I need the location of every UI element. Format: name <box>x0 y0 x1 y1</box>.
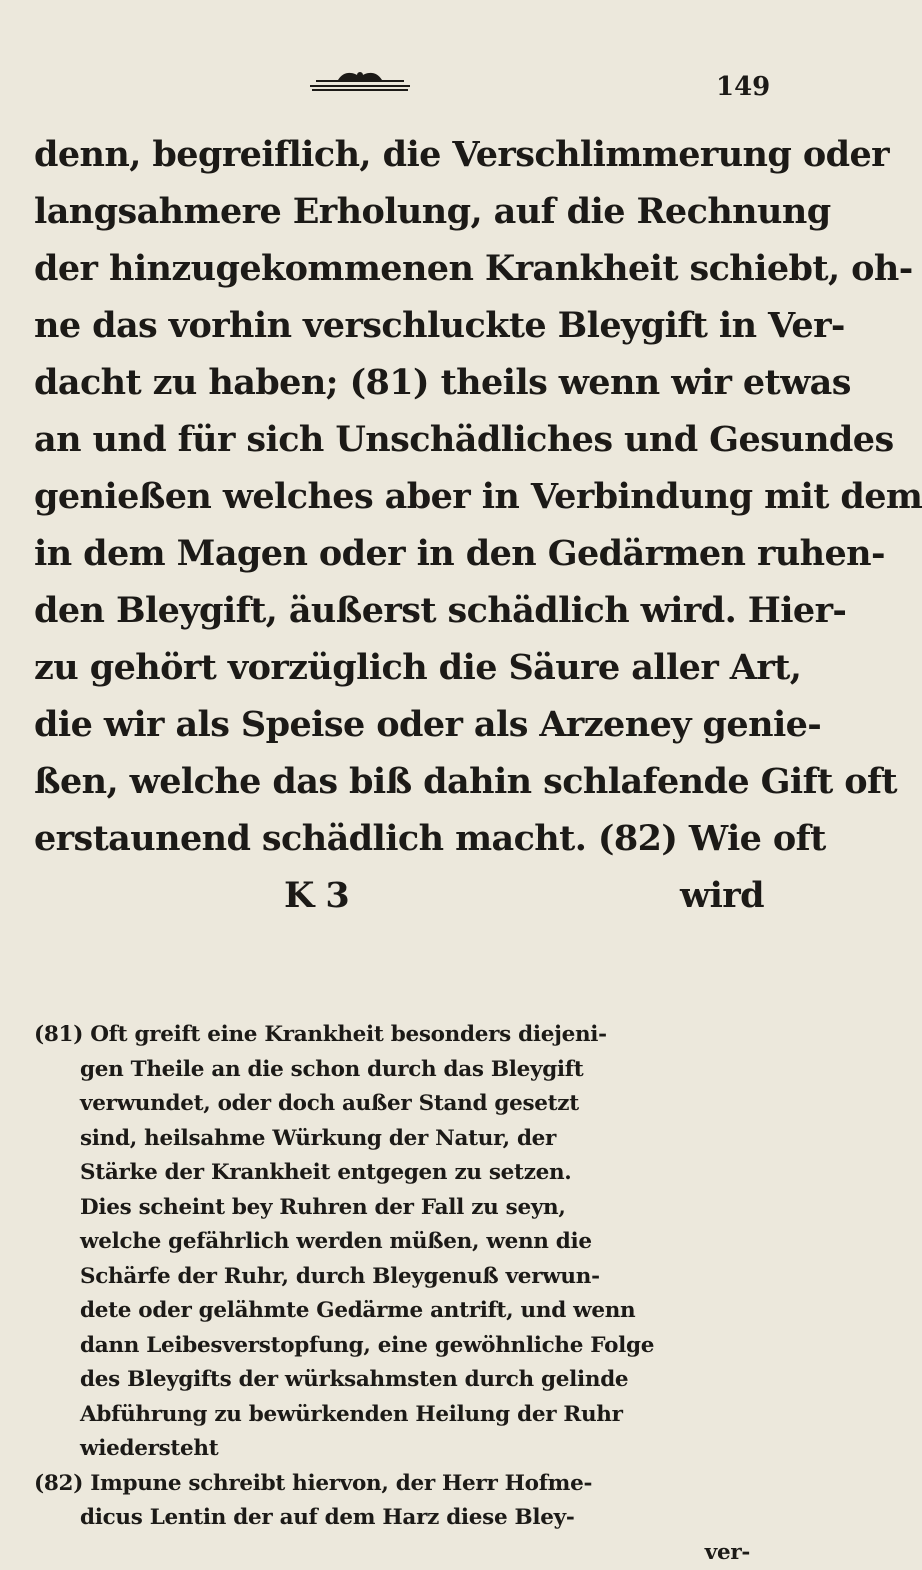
catchword: wird <box>680 867 764 924</box>
signature-mark: K 3 <box>284 867 349 924</box>
text-line: den Bleygift, äußerst schädlich wird. Hier- <box>34 582 774 639</box>
footnote-line: gen Theile an die schon durch das Bleygift <box>34 1053 774 1088</box>
footnote-line: dete oder gelähmte Gedärme antrift, und wenn <box>34 1294 774 1329</box>
footnote-catchword: ver- <box>34 1536 774 1570</box>
text-line: zu gehört vorzüglich die Säure aller Art, <box>34 639 774 696</box>
footnote-line: Abführung zu bewürkenden Heilung der Ruhr <box>34 1398 774 1433</box>
text-line: an und für sich Unschädliches und Gesundes <box>34 411 774 468</box>
footnote-line: (82) Impune schreibt hiervon, der Herr Hofme- <box>34 1467 774 1502</box>
text-line: erstaunend schädlich macht. (82) Wie oft <box>34 810 774 867</box>
footnote-line: Dies scheint bey Ruhren der Fall zu seyn, <box>34 1191 774 1226</box>
text-line: ne das vorhin verschluckte Bleygift in Ver- <box>34 297 774 354</box>
footnote-line: Schärfe der Ruhr, durch Bleygenuß verwun- <box>34 1260 774 1295</box>
footnote-line: dicus Lentin der auf dem Harz diese Bley- <box>34 1501 774 1536</box>
footnote-line: des Bleygifts der würksahmsten durch gelinde <box>34 1363 774 1398</box>
text-line: denn, begreiflich, die Verschlimmerung oder <box>34 126 774 183</box>
text-line: der hinzugekommenen Krankheit schiebt, oh- <box>34 240 774 297</box>
signature-line <box>34 867 774 924</box>
footnote-line: dann Leibesverstopfung, eine gewöhnliche Folge <box>34 1329 774 1364</box>
footnote-line: Stärke der Krankheit entgegen zu setzen. <box>34 1156 774 1191</box>
footnote-line: welche gefährlich werden müßen, wenn die <box>34 1225 774 1260</box>
page-number: 149 <box>716 72 770 102</box>
footnote-line: sind, heilsahme Würkung der Natur, der <box>34 1122 774 1157</box>
footnotes <box>34 1018 774 1570</box>
text-line: dacht zu haben; (81) theils wenn wir etwas <box>34 354 774 411</box>
footnote-line: (81) Oft greift eine Krankheit besonders diejeni- <box>34 1018 774 1053</box>
footnote-line: verwundet, oder doch außer Stand gesetzt <box>34 1087 774 1122</box>
decorative-rule-icon <box>308 70 412 94</box>
main-text <box>34 126 774 924</box>
text-line: langsahmere Erholung, auf die Rechnung <box>34 183 774 240</box>
text-line: genießen welches aber in Verbindung mit dem <box>34 468 774 525</box>
footnote-line: wiedersteht <box>34 1432 774 1467</box>
text-line: ßen, welche das biß dahin schlafende Gift oft <box>34 753 774 810</box>
text-line: die wir als Speise oder als Arzeney genie- <box>34 696 774 753</box>
text-line: in dem Magen oder in den Gedärmen ruhen- <box>34 525 774 582</box>
